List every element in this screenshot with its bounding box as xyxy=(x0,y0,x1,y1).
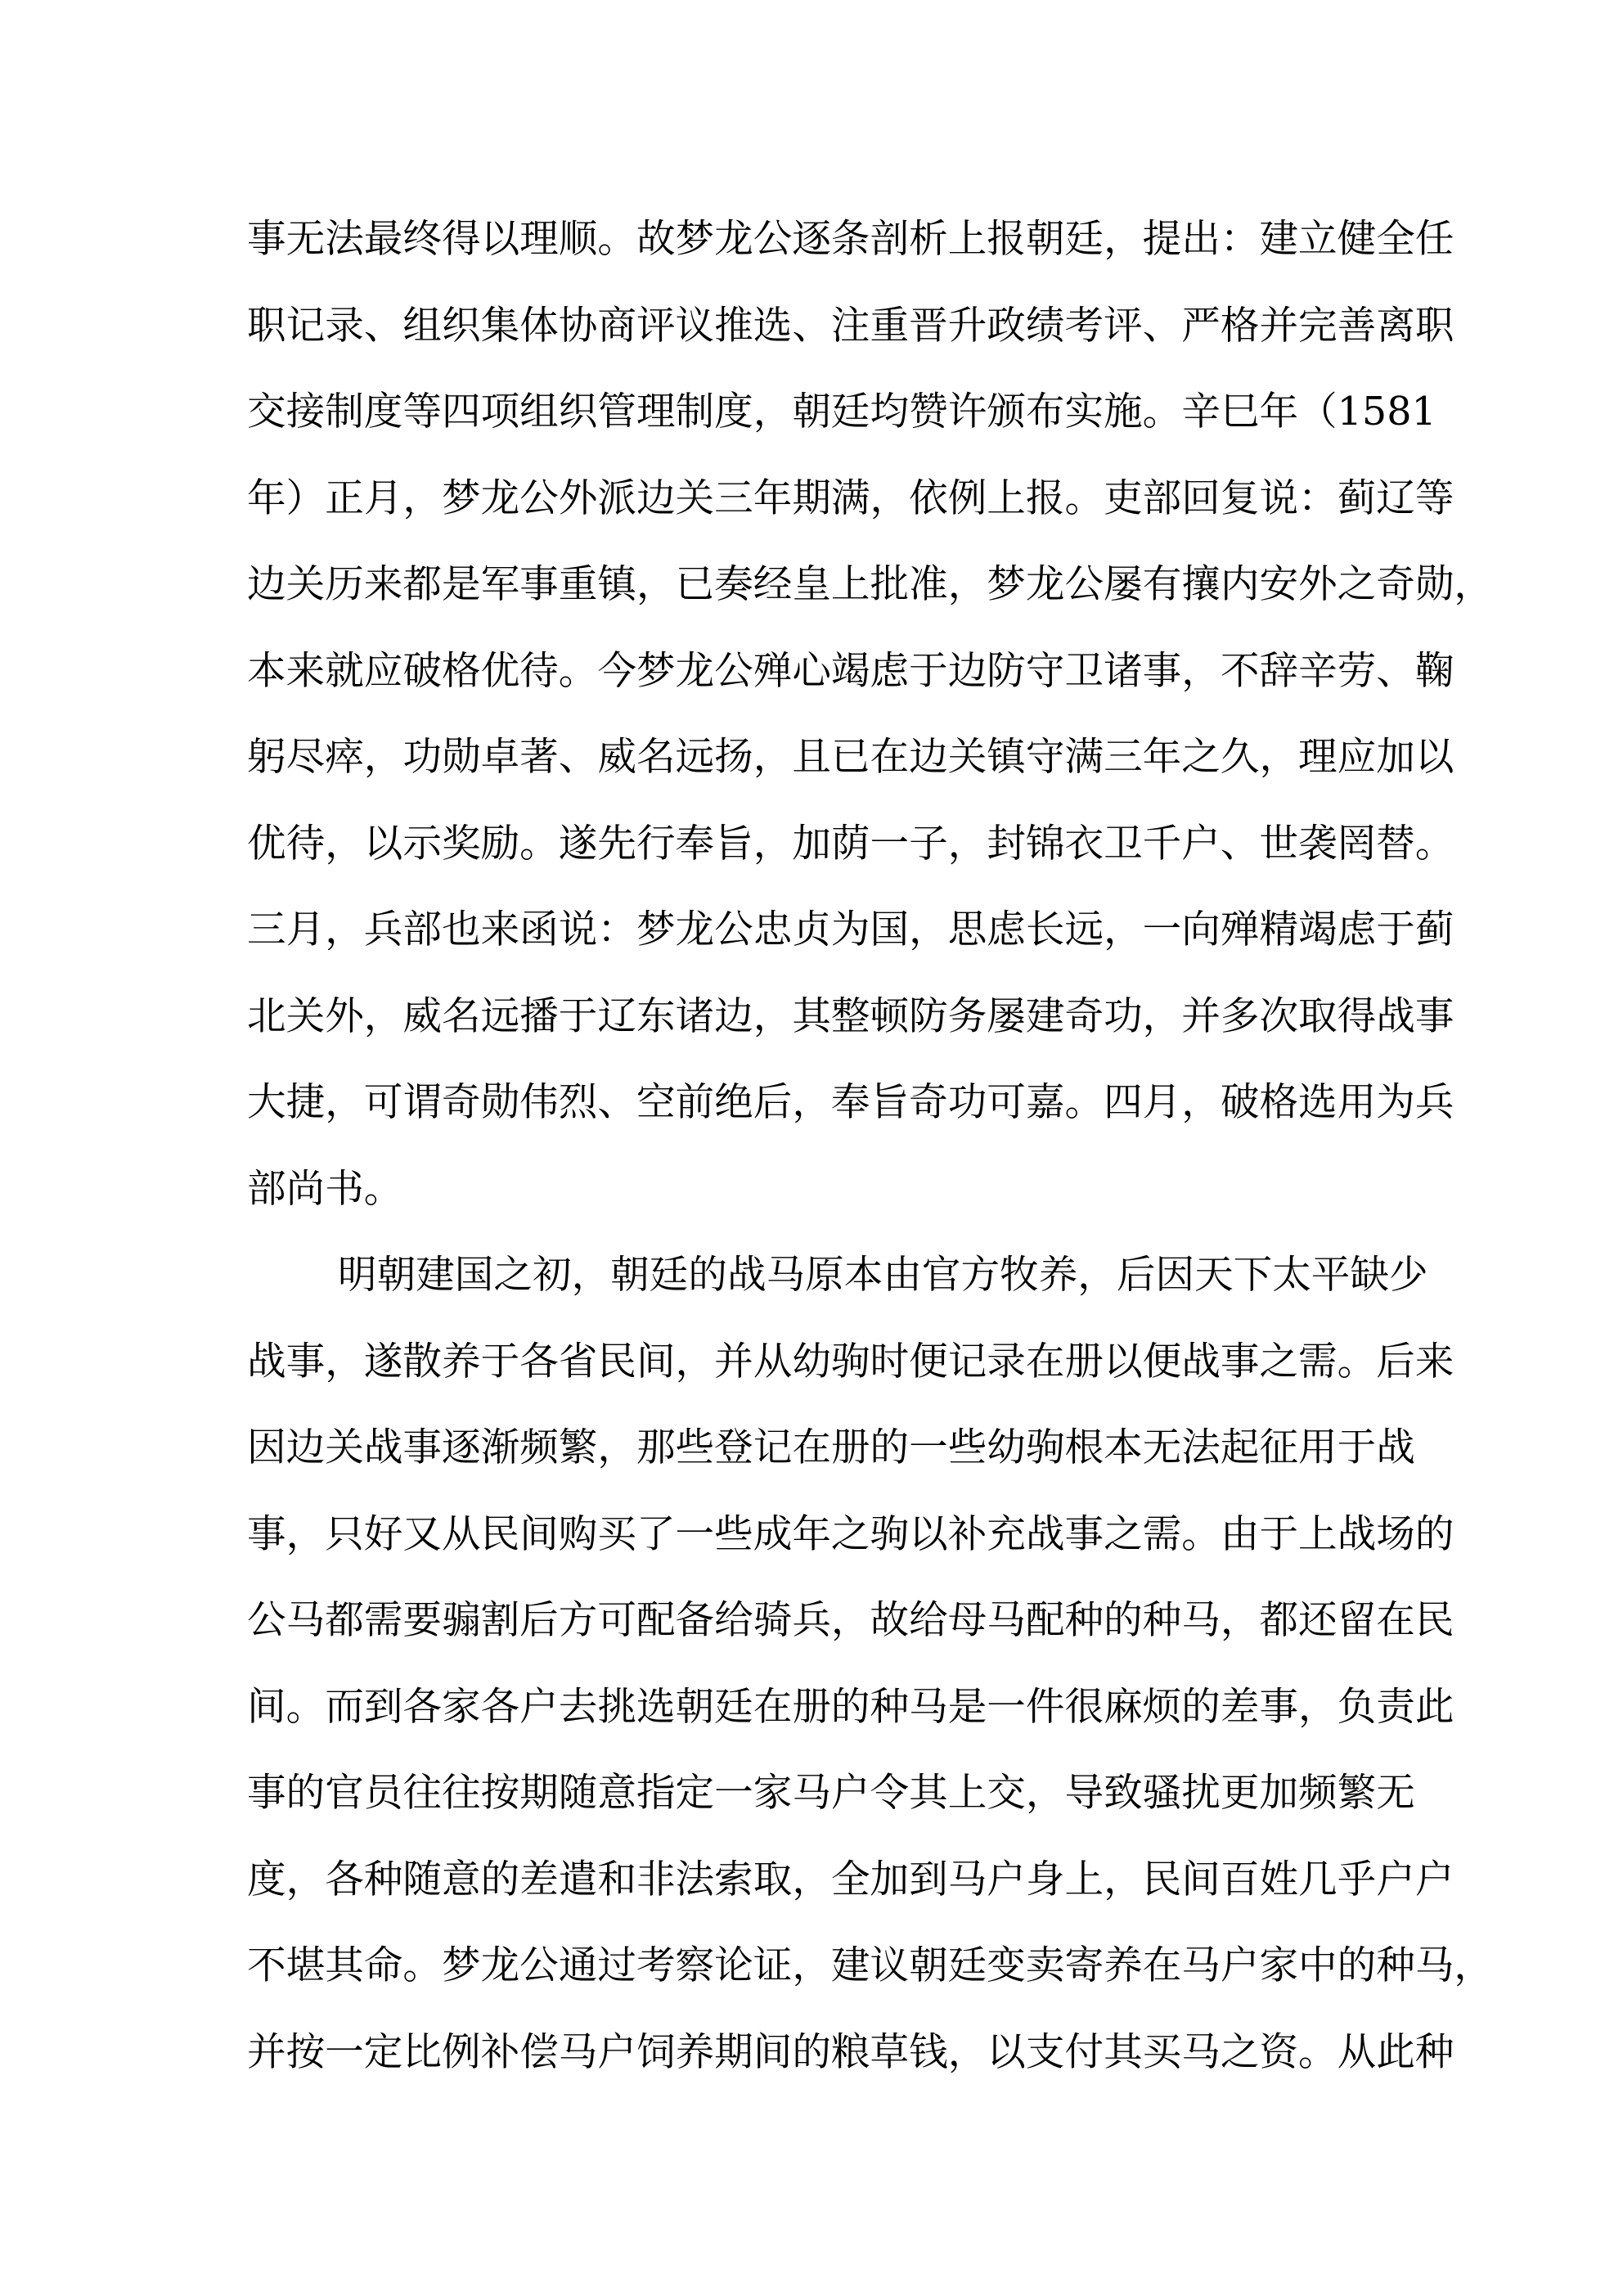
text-line: 间。而到各家各户去挑选朝廷在册的种马是一件很麻烦的差事，负责此 xyxy=(247,1684,1454,1730)
text-line: 优待，以示奖励。遂先行奉旨，加荫一子，封锦衣卫千户、世袭罔替。 xyxy=(247,821,1454,867)
text-line: 不堪其命。梦龙公通过考察论证，建议朝廷变卖寄养在马户家中的种马， xyxy=(247,1943,1494,1988)
text-line: 战事，遂散养于各省民间，并从幼驹时便记录在册以便战事之需。后来 xyxy=(247,1339,1454,1384)
text-line: 部尚书。 xyxy=(247,1166,403,1212)
text-line: 公马都需要骟割后方可配备给骑兵，故给母马配种的种马，都还留在民 xyxy=(247,1598,1454,1643)
text-line: 事，只好又从民间购买了一些成年之驹以补充战事之需。由于上战场的 xyxy=(247,1511,1454,1557)
text-line: 三月，兵部也来函说：梦龙公忠贞为国，思虑长远，一向殚精竭虑于蓟 xyxy=(247,907,1454,952)
text-line: 并按一定比例补偿马户饲养期间的粮草钱，以支付其买马之资。从此种 xyxy=(247,2029,1454,2075)
text-line: 边关历来都是军事重镇，已奏经皇上批准，梦龙公屡有攘内安外之奇勋， xyxy=(247,562,1494,607)
text-line: 本来就应破格优待。今梦龙公殚心竭虑于边防守卫诸事，不辞辛劳、鞠 xyxy=(247,648,1454,694)
text-line: 事的官员往往按期随意指定一家马户令其上交，导致骚扰更加频繁无 xyxy=(247,1771,1415,1816)
text-line: 交接制度等四项组织管理制度，朝廷均赞许颁布实施。辛巳年（1581 xyxy=(247,389,1436,434)
text-line: 躬尽瘁，功勋卓著、威名远扬，且已在边关镇守满三年之久，理应加以 xyxy=(247,735,1454,780)
text-line: 职记录、组织集体协商评议推选、注重晋升政绩考评、严格并完善离职 xyxy=(247,303,1454,349)
text-line: 事无法最终得以理顺。故梦龙公逐条剖析上报朝廷，提出：建立健全任 xyxy=(247,217,1454,262)
text-line: 因边关战事逐渐频繁，那些登记在册的一些幼驹根本无法起征用于战 xyxy=(247,1425,1415,1470)
paragraph-1 xyxy=(247,196,1494,1232)
text-line: 年）正月，梦龙公外派边关三年期满，依例上报。吏部回复说：蓟辽等 xyxy=(247,475,1454,521)
text-line: 大捷，可谓奇勋伟烈、空前绝后，奉旨奇功可嘉。四月，破格选用为兵 xyxy=(247,1080,1454,1125)
text-line: 度，各种随意的差遣和非法索取，全加到马户身上，民间百姓几乎户户 xyxy=(247,1857,1454,1902)
text-line: 明朝建国之初，朝廷的战马原本由官方牧养，后因天下太平缺少 xyxy=(338,1253,1428,1298)
paragraph-2 xyxy=(247,1232,1494,2096)
document-page xyxy=(247,196,1494,2096)
text-line: 北关外，威名远播于辽东诸边，其整顿防务屡建奇功，并多次取得战事 xyxy=(247,993,1454,1039)
